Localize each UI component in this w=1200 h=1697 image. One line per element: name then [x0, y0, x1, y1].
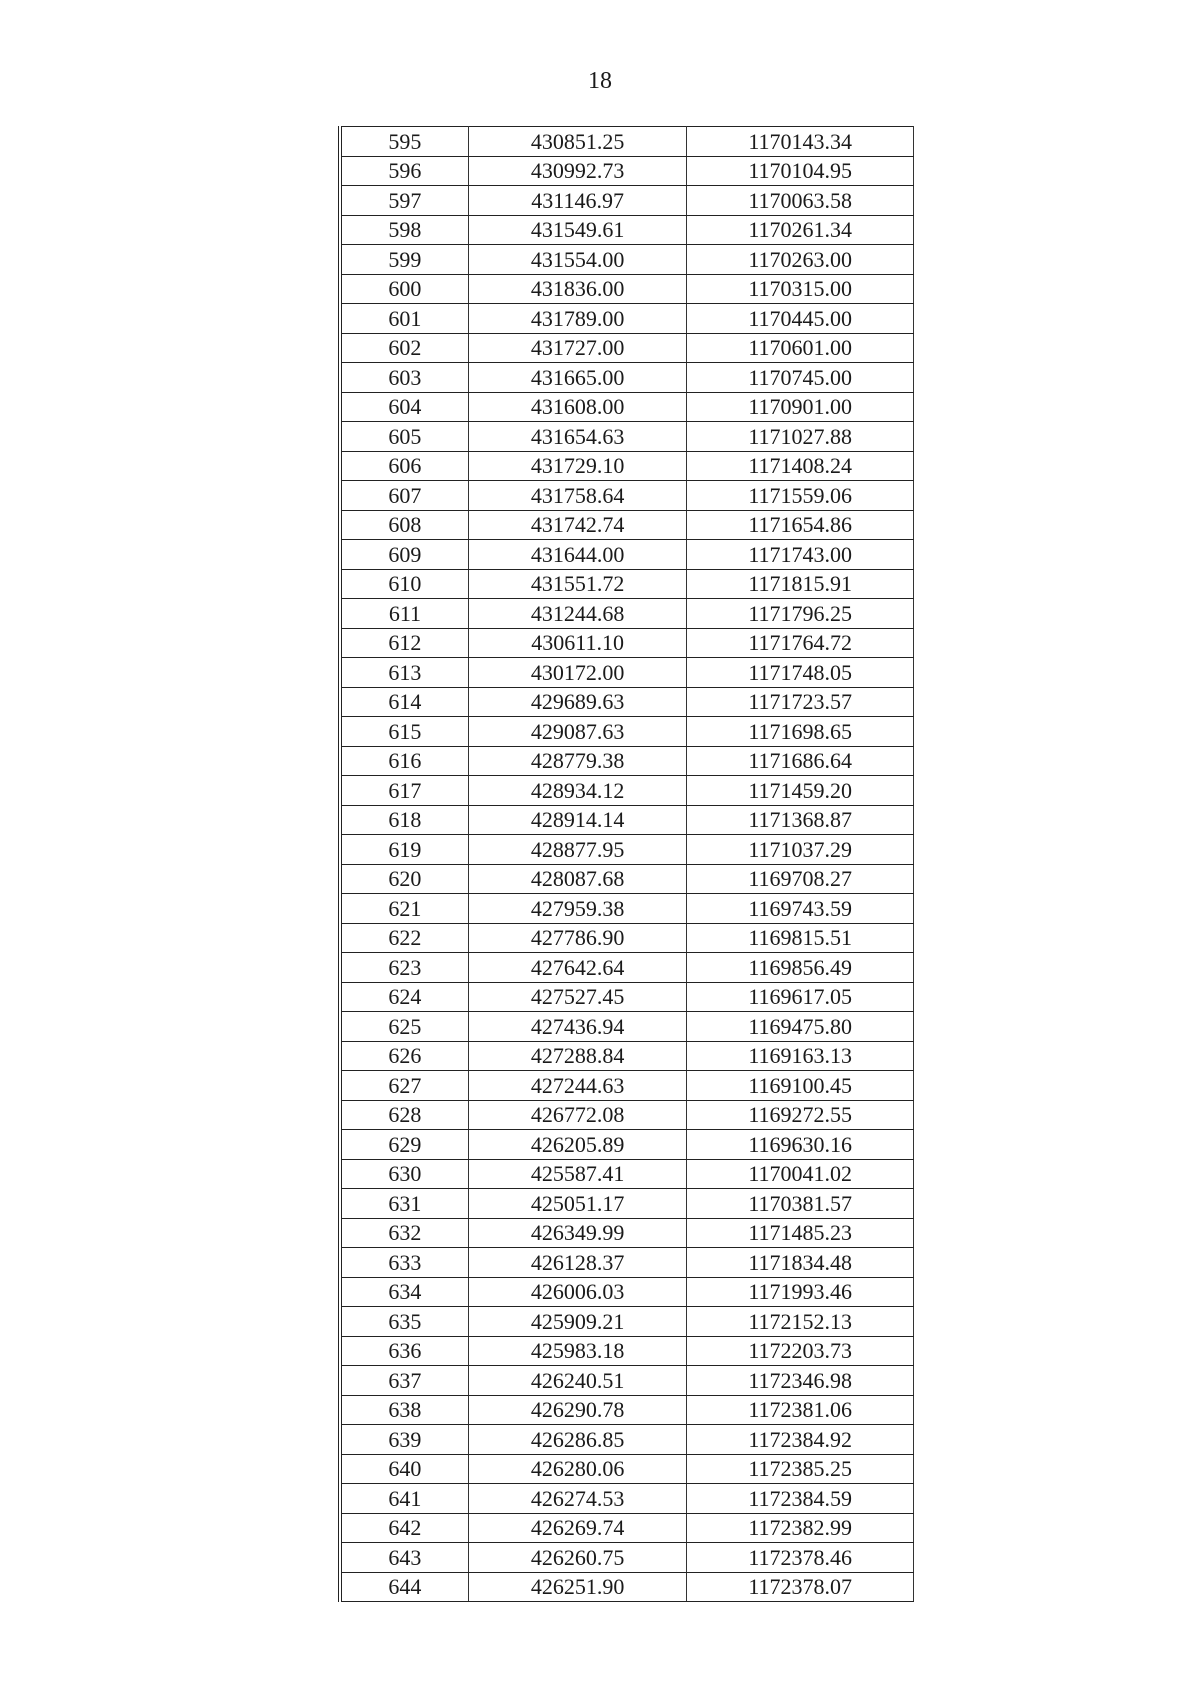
x-coordinate-cell: 431549.61	[468, 215, 687, 245]
point-number-cell: 602	[340, 333, 468, 363]
point-number-cell: 627	[340, 1071, 468, 1101]
point-number-cell: 616	[340, 746, 468, 776]
x-coordinate-cell: 431608.00	[468, 392, 687, 422]
y-coordinate-cell: 1169856.49	[687, 953, 914, 983]
table-row	[340, 1130, 914, 1160]
point-number-cell: 626	[340, 1041, 468, 1071]
y-coordinate-cell: 1172378.46	[687, 1543, 914, 1573]
table-row	[340, 1189, 914, 1219]
y-coordinate-cell: 1171748.05	[687, 658, 914, 688]
y-coordinate-cell: 1172384.92	[687, 1425, 914, 1455]
table-row	[340, 1513, 914, 1543]
table-row	[340, 1041, 914, 1071]
x-coordinate-cell: 428779.38	[468, 746, 687, 776]
x-coordinate-cell: 426274.53	[468, 1484, 687, 1514]
y-coordinate-cell: 1170143.34	[687, 127, 914, 157]
table-row	[340, 658, 914, 688]
table-row	[340, 1071, 914, 1101]
x-coordinate-cell: 430851.25	[468, 127, 687, 157]
y-coordinate-cell: 1171698.65	[687, 717, 914, 747]
point-number-cell: 620	[340, 864, 468, 894]
x-coordinate-cell: 426240.51	[468, 1366, 687, 1396]
table-row	[340, 510, 914, 540]
page-number: 18	[588, 68, 612, 94]
table-row	[340, 274, 914, 304]
point-number-cell: 612	[340, 628, 468, 658]
x-coordinate-cell: 428914.14	[468, 805, 687, 835]
point-number-cell: 614	[340, 687, 468, 717]
point-number-cell: 617	[340, 776, 468, 806]
point-number-cell: 601	[340, 304, 468, 334]
x-coordinate-cell: 426128.37	[468, 1248, 687, 1278]
x-coordinate-cell: 431554.00	[468, 245, 687, 275]
point-number-cell: 638	[340, 1395, 468, 1425]
y-coordinate-cell: 1171743.00	[687, 540, 914, 570]
y-coordinate-cell: 1169708.27	[687, 864, 914, 894]
table-row	[340, 1277, 914, 1307]
table-row	[340, 481, 914, 511]
table-row	[340, 1425, 914, 1455]
table-row	[340, 894, 914, 924]
x-coordinate-cell: 431758.64	[468, 481, 687, 511]
point-number-cell: 607	[340, 481, 468, 511]
x-coordinate-cell: 427786.90	[468, 923, 687, 953]
table-row	[340, 156, 914, 186]
table-row	[340, 1336, 914, 1366]
table-row	[340, 215, 914, 245]
point-number-cell: 609	[340, 540, 468, 570]
table-row	[340, 1100, 914, 1130]
y-coordinate-cell: 1172384.59	[687, 1484, 914, 1514]
y-coordinate-cell: 1172203.73	[687, 1336, 914, 1366]
coordinates-table	[338, 126, 914, 1602]
x-coordinate-cell: 426006.03	[468, 1277, 687, 1307]
y-coordinate-cell: 1172152.13	[687, 1307, 914, 1337]
x-coordinate-cell: 426290.78	[468, 1395, 687, 1425]
y-coordinate-cell: 1171815.91	[687, 569, 914, 599]
y-coordinate-cell: 1169272.55	[687, 1100, 914, 1130]
point-number-cell: 608	[340, 510, 468, 540]
table-row	[340, 540, 914, 570]
y-coordinate-cell: 1172381.06	[687, 1395, 914, 1425]
y-coordinate-cell: 1171485.23	[687, 1218, 914, 1248]
table-row	[340, 1572, 914, 1602]
y-coordinate-cell: 1170445.00	[687, 304, 914, 334]
x-coordinate-cell: 425909.21	[468, 1307, 687, 1337]
table-row	[340, 304, 914, 334]
x-coordinate-cell: 428087.68	[468, 864, 687, 894]
x-coordinate-cell: 426772.08	[468, 1100, 687, 1130]
y-coordinate-cell: 1172385.25	[687, 1454, 914, 1484]
table-row	[340, 599, 914, 629]
table-row	[340, 422, 914, 452]
table-row	[340, 776, 914, 806]
y-coordinate-cell: 1171559.06	[687, 481, 914, 511]
y-coordinate-cell: 1172346.98	[687, 1366, 914, 1396]
y-coordinate-cell: 1172382.99	[687, 1513, 914, 1543]
x-coordinate-cell: 429087.63	[468, 717, 687, 747]
point-number-cell: 636	[340, 1336, 468, 1366]
y-coordinate-cell: 1169630.16	[687, 1130, 914, 1160]
table-row	[340, 1159, 914, 1189]
point-number-cell: 621	[340, 894, 468, 924]
table-row	[340, 953, 914, 983]
table-row	[340, 687, 914, 717]
point-number-cell: 596	[340, 156, 468, 186]
y-coordinate-cell: 1171796.25	[687, 599, 914, 629]
table-row	[340, 1543, 914, 1573]
point-number-cell: 623	[340, 953, 468, 983]
x-coordinate-cell: 431789.00	[468, 304, 687, 334]
point-number-cell: 610	[340, 569, 468, 599]
point-number-cell: 629	[340, 1130, 468, 1160]
table-row	[340, 186, 914, 216]
y-coordinate-cell: 1170901.00	[687, 392, 914, 422]
point-number-cell: 642	[340, 1513, 468, 1543]
x-coordinate-cell: 429689.63	[468, 687, 687, 717]
y-coordinate-cell: 1171834.48	[687, 1248, 914, 1278]
y-coordinate-cell: 1170745.00	[687, 363, 914, 393]
point-number-cell: 643	[340, 1543, 468, 1573]
x-coordinate-cell: 426269.74	[468, 1513, 687, 1543]
x-coordinate-cell: 425587.41	[468, 1159, 687, 1189]
x-coordinate-cell: 431654.63	[468, 422, 687, 452]
point-number-cell: 625	[340, 1012, 468, 1042]
table-row	[340, 1012, 914, 1042]
table-row	[340, 864, 914, 894]
point-number-cell: 604	[340, 392, 468, 422]
y-coordinate-cell: 1169163.13	[687, 1041, 914, 1071]
x-coordinate-cell: 426205.89	[468, 1130, 687, 1160]
y-coordinate-cell: 1169815.51	[687, 923, 914, 953]
point-number-cell: 605	[340, 422, 468, 452]
table-row	[340, 1366, 914, 1396]
y-coordinate-cell: 1171993.46	[687, 1277, 914, 1307]
y-coordinate-cell: 1169100.45	[687, 1071, 914, 1101]
y-coordinate-cell: 1170261.34	[687, 215, 914, 245]
point-number-cell: 634	[340, 1277, 468, 1307]
x-coordinate-cell: 427642.64	[468, 953, 687, 983]
table-row	[340, 1248, 914, 1278]
x-coordinate-cell: 426260.75	[468, 1543, 687, 1573]
point-number-cell: 606	[340, 451, 468, 481]
x-coordinate-cell: 428877.95	[468, 835, 687, 865]
point-number-cell: 632	[340, 1218, 468, 1248]
y-coordinate-cell: 1171723.57	[687, 687, 914, 717]
table-row	[340, 746, 914, 776]
table-row	[340, 127, 914, 157]
x-coordinate-cell: 426349.99	[468, 1218, 687, 1248]
y-coordinate-cell: 1170041.02	[687, 1159, 914, 1189]
point-number-cell: 639	[340, 1425, 468, 1455]
point-number-cell: 618	[340, 805, 468, 835]
x-coordinate-cell: 431836.00	[468, 274, 687, 304]
y-coordinate-cell: 1171459.20	[687, 776, 914, 806]
x-coordinate-cell: 425051.17	[468, 1189, 687, 1219]
y-coordinate-cell: 1169743.59	[687, 894, 914, 924]
point-number-cell: 640	[340, 1454, 468, 1484]
point-number-cell: 624	[340, 982, 468, 1012]
point-number-cell: 600	[340, 274, 468, 304]
table-row	[340, 451, 914, 481]
x-coordinate-cell: 430611.10	[468, 628, 687, 658]
point-number-cell: 595	[340, 127, 468, 157]
x-coordinate-cell: 431729.10	[468, 451, 687, 481]
x-coordinate-cell: 430992.73	[468, 156, 687, 186]
x-coordinate-cell: 431742.74	[468, 510, 687, 540]
x-coordinate-cell: 427959.38	[468, 894, 687, 924]
x-coordinate-cell: 426251.90	[468, 1572, 687, 1602]
y-coordinate-cell: 1170315.00	[687, 274, 914, 304]
table-row	[340, 923, 914, 953]
y-coordinate-cell: 1170381.57	[687, 1189, 914, 1219]
table-row	[340, 333, 914, 363]
point-number-cell: 633	[340, 1248, 468, 1278]
point-number-cell: 615	[340, 717, 468, 747]
y-coordinate-cell: 1171408.24	[687, 451, 914, 481]
table-row	[340, 805, 914, 835]
x-coordinate-cell: 427527.45	[468, 982, 687, 1012]
y-coordinate-cell: 1171368.87	[687, 805, 914, 835]
y-coordinate-cell: 1172378.07	[687, 1572, 914, 1602]
point-number-cell: 622	[340, 923, 468, 953]
table-row	[340, 1218, 914, 1248]
point-number-cell: 628	[340, 1100, 468, 1130]
x-coordinate-cell: 430172.00	[468, 658, 687, 688]
point-number-cell: 630	[340, 1159, 468, 1189]
point-number-cell: 644	[340, 1572, 468, 1602]
x-coordinate-cell: 426286.85	[468, 1425, 687, 1455]
x-coordinate-cell: 427288.84	[468, 1041, 687, 1071]
table-row	[340, 392, 914, 422]
x-coordinate-cell: 426280.06	[468, 1454, 687, 1484]
x-coordinate-cell: 431727.00	[468, 333, 687, 363]
point-number-cell: 599	[340, 245, 468, 275]
y-coordinate-cell: 1171027.88	[687, 422, 914, 452]
coordinates-table-body	[340, 127, 914, 1602]
point-number-cell: 637	[340, 1366, 468, 1396]
x-coordinate-cell: 427436.94	[468, 1012, 687, 1042]
point-number-cell: 598	[340, 215, 468, 245]
point-number-cell: 611	[340, 599, 468, 629]
point-number-cell: 619	[340, 835, 468, 865]
x-coordinate-cell: 431665.00	[468, 363, 687, 393]
point-number-cell: 641	[340, 1484, 468, 1514]
point-number-cell: 635	[340, 1307, 468, 1337]
y-coordinate-cell: 1171037.29	[687, 835, 914, 865]
x-coordinate-cell: 425983.18	[468, 1336, 687, 1366]
table-row	[340, 982, 914, 1012]
point-number-cell: 597	[340, 186, 468, 216]
x-coordinate-cell: 431146.97	[468, 186, 687, 216]
y-coordinate-cell: 1170063.58	[687, 186, 914, 216]
table-row	[340, 835, 914, 865]
table-row	[340, 717, 914, 747]
x-coordinate-cell: 431644.00	[468, 540, 687, 570]
y-coordinate-cell: 1170601.00	[687, 333, 914, 363]
point-number-cell: 631	[340, 1189, 468, 1219]
table-row	[340, 628, 914, 658]
y-coordinate-cell: 1170263.00	[687, 245, 914, 275]
y-coordinate-cell: 1169617.05	[687, 982, 914, 1012]
y-coordinate-cell: 1170104.95	[687, 156, 914, 186]
table-row	[340, 1307, 914, 1337]
y-coordinate-cell: 1171764.72	[687, 628, 914, 658]
table-row	[340, 1454, 914, 1484]
x-coordinate-cell: 427244.63	[468, 1071, 687, 1101]
y-coordinate-cell: 1171686.64	[687, 746, 914, 776]
point-number-cell: 603	[340, 363, 468, 393]
x-coordinate-cell: 431551.72	[468, 569, 687, 599]
table-row	[340, 363, 914, 393]
table-row	[340, 569, 914, 599]
table-row	[340, 245, 914, 275]
point-number-cell: 613	[340, 658, 468, 688]
x-coordinate-cell: 428934.12	[468, 776, 687, 806]
y-coordinate-cell: 1171654.86	[687, 510, 914, 540]
y-coordinate-cell: 1169475.80	[687, 1012, 914, 1042]
x-coordinate-cell: 431244.68	[468, 599, 687, 629]
table-row	[340, 1395, 914, 1425]
table-row	[340, 1484, 914, 1514]
